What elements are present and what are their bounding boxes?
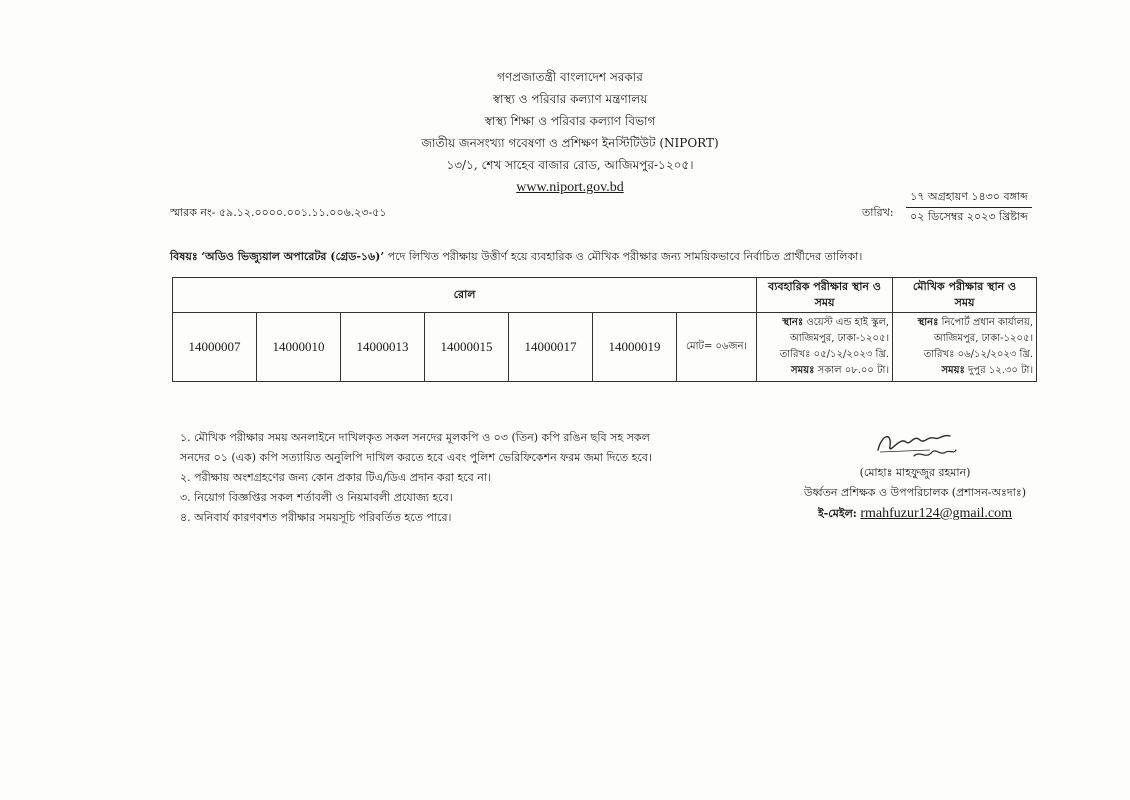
signatory-title: উর্ধ্বতন প্রশিক্ষক ও উপপরিচালক (প্রশাসন-অঃদাঃ) xyxy=(803,486,1027,499)
handwritten-signature-icon xyxy=(870,426,960,462)
roll-cell: 14000013 xyxy=(341,313,425,382)
practical-place xyxy=(760,315,889,331)
institute-address: ১৩/১, শেখ সাহেব বাজার রোড, আজিমপুর-১২০৫। xyxy=(446,158,694,172)
roll-header: রোল xyxy=(173,278,757,313)
total-count-cell: মোট= ০৬জন। xyxy=(677,313,757,382)
roll-cell: 14000015 xyxy=(425,313,509,382)
roll-cell: 14000019 xyxy=(593,313,677,382)
government-name: গণপ্রজাতন্ত্রী বাংলাদেশ সরকার xyxy=(497,70,643,84)
division-name: স্বাস্থ্য শিক্ষা ও পরিবার কল্যাণ বিভাগ xyxy=(484,114,656,128)
viva-place-value: নিপোর্ট প্রধান কার্যালয়, xyxy=(941,317,1034,328)
practical-header xyxy=(757,278,893,313)
viva-date: তারিখঃ ০৬/১২/২০২৩ খ্রি. xyxy=(923,349,1034,360)
practical-header-line1: ব্যবহারিক পরীক্ষার স্থান ও xyxy=(768,280,881,293)
practical-place-value: ওয়েস্ট এন্ড হাই স্কুল, xyxy=(806,317,890,328)
note-4: ৪. অনিবার্য কারণবশত পরীক্ষার সময়সূচি পরিবর্তিত হতে পারে। xyxy=(180,511,452,524)
viva-header-line1: মৌখিক পরীক্ষার স্থান ও xyxy=(912,280,1017,293)
viva-place-line2: আজিমপুর, ঢাকা-১২০৫। xyxy=(933,333,1034,344)
date-bangla: ১৭ অগ্রহায়ণ ১৪৩০ বঙ্গাব্দ xyxy=(906,188,1032,208)
subject-label: বিষয়ঃ xyxy=(170,250,198,263)
instruction-notes xyxy=(180,428,652,528)
viva-venue-cell xyxy=(893,313,1037,382)
email-link[interactable]: rmahfuzur124@gmail.com xyxy=(860,506,1013,521)
viva-time xyxy=(896,363,1033,379)
viva-header-line2: সময় xyxy=(954,296,975,309)
practical-venue-cell xyxy=(757,313,893,382)
candidate-table xyxy=(172,277,1037,382)
viva-time-label: সময়ঃ xyxy=(941,365,965,376)
practical-time xyxy=(760,363,889,379)
note-3: ৩. নিয়োগ বিজ্ঞপ্তির সকল শর্তাবলী ও নিয়মাবলী প্রযোজ্য হবে। xyxy=(180,491,453,504)
letterhead xyxy=(300,66,840,200)
note-1-line1: ১. মৌখিক পরীক্ষার সময় অনলাইনে দাখিলকৃত সকল সনদের মূলকপি ও ০৩ (তিন) কপি রঙিন ছবি সহ সকল xyxy=(180,431,650,444)
signatory-email xyxy=(770,503,1060,525)
memo-number: স্মারক নং- ৫৯.১২.০০০০.০০১.১১.০০৬.২৩-৫১ xyxy=(170,206,387,219)
viva-header xyxy=(893,278,1037,313)
website-link[interactable]: www.niport.gov.bd xyxy=(516,180,624,195)
table-row xyxy=(173,313,1037,382)
viva-place xyxy=(896,315,1033,331)
roll-cell: 14000007 xyxy=(173,313,257,382)
institute-name: জাতীয় জনসংখ্যা গবেষণা ও প্রশিক্ষণ ইনস্টিটিউট (NIPORT) xyxy=(421,136,719,150)
subject-text: পদে লিখিত পরীক্ষায় উত্তীর্ণ হয়ে ব্যবহারিক ও মৌখিক পরীক্ষার জন্য সাময়িকভাবে নির্বাচিত প্রার্থীদের তালিকা। xyxy=(387,250,863,263)
date-label: তারিখ: xyxy=(862,206,894,219)
email-label: ই-মেইল: xyxy=(817,507,857,520)
practical-date: তারিখঃ ০৫/১২/২০২৩ খ্রি. xyxy=(779,349,890,360)
practical-time-label: সময়ঃ xyxy=(791,365,815,376)
viva-time-value: দুপুর ১২.৩০ টা। xyxy=(968,365,1034,376)
practical-place-line2: আজিমপুর, ঢাকা-১২০৫। xyxy=(789,333,890,344)
ministry-name: স্বাস্থ্য ও পরিবার কল্যাণ মন্ত্রণালয় xyxy=(492,92,648,106)
note-1-line2: সনদের ০১ (এক) কপি সত্যায়িত অনুলিপি দাখিল করতে হবে এবং পুলিশ ভেরিফিকেশন ফরম জমা দিতে হবে। xyxy=(180,451,652,464)
date-english: ০২ ডিসেম্বর ২০২৩ খ্রিষ্টাব্দ xyxy=(910,210,1028,223)
subject-line xyxy=(170,248,862,267)
roll-cell: 14000010 xyxy=(257,313,341,382)
note-2: ২. পরীক্ষায় অংশগ্রহণের জন্য কোন প্রকার টিএ/ডিএ প্রদান করা হবে না। xyxy=(180,471,491,484)
viva-place-label: স্থানঃ xyxy=(917,317,939,328)
table-header-row xyxy=(173,278,1037,313)
date-values xyxy=(906,188,1032,226)
practical-place-label: স্থানঃ xyxy=(782,317,804,328)
subject-post: ‘অডিও ভিজ্যুয়াল অপারেটর (গ্রেড-১৬)’ xyxy=(201,250,385,263)
signatory-name: (মোহাঃ মাহফুজুর রহমান) xyxy=(859,466,971,479)
practical-header-line2: সময় xyxy=(814,296,835,309)
practical-time-value: সকাল ০৮.০০ টা। xyxy=(817,365,890,376)
roll-cell: 14000017 xyxy=(509,313,593,382)
